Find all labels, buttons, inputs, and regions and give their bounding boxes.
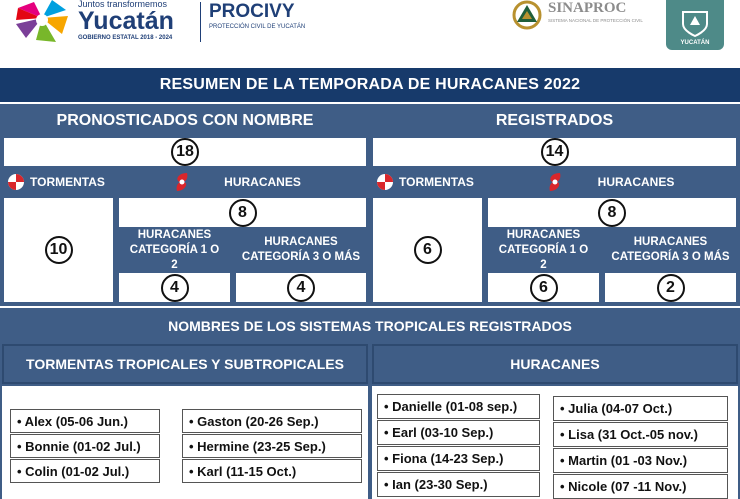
tormentas-heading: TORMENTAS TROPICALES Y SUBTROPICALES xyxy=(2,344,368,384)
registrados-tormentas-box xyxy=(371,196,484,304)
list-item: • Hermine (23-25 Sep.) xyxy=(182,434,362,458)
list-item: • Nicole (07 -11 Nov.) xyxy=(553,474,728,499)
list-item: • Gaston (20-26 Sep.) xyxy=(182,409,362,433)
pronosticados-tormentas-value: 10 xyxy=(45,236,73,264)
list-item: • Martin (01 -03 Nov.) xyxy=(553,448,728,473)
pronosticados-huracanes-label-box xyxy=(117,169,368,195)
storm-icon xyxy=(6,172,26,192)
list-item: • Colin (01-02 Jul.) xyxy=(10,459,160,483)
registrados-total: 14 xyxy=(541,138,569,166)
registrados-cat3-label: HURACANES CATEGORÍA 3 O MÁS xyxy=(603,230,738,270)
list-item: • Fiona (14-23 Sep.) xyxy=(377,446,540,471)
list-item: • Karl (11-15 Oct.) xyxy=(182,459,362,483)
pronosticados-tormentas-label-box xyxy=(2,169,115,195)
list-item: • Julia (04-07 Oct.) xyxy=(553,396,728,421)
yucatan-logo xyxy=(12,0,72,44)
registrados-tormentas-value: 6 xyxy=(414,236,442,264)
registrados-cat12-box xyxy=(486,271,601,304)
pronosticados-tormentas-label: TORMENTAS xyxy=(30,175,105,189)
hurricane-icon xyxy=(171,171,193,193)
pronosticados-cat12-value: 4 xyxy=(161,274,189,302)
hurricane-icon xyxy=(544,171,566,193)
list-item: • Earl (03-10 Sep.) xyxy=(377,420,540,445)
procivy-subtitle: PROTECCIÓN CIVIL DE YUCATÁN xyxy=(209,24,306,30)
registrados-cat3-value: 2 xyxy=(657,274,685,302)
yucatan-title: Yucatán xyxy=(78,7,174,35)
procivy-title: PROCIVY xyxy=(209,1,295,22)
seal-text: YUCATÁN xyxy=(680,40,710,46)
registrados-tormentas-label-box xyxy=(371,169,484,195)
sinaproc-emblem-icon xyxy=(510,0,544,30)
registrados-cat12-value: 6 xyxy=(530,274,558,302)
registrados-tormentas-label: TORMENTAS xyxy=(399,175,474,189)
registrados-total-box xyxy=(371,136,738,168)
list-item: • Lisa (31 Oct.-05 nov.) xyxy=(553,422,728,447)
sinaproc-logo xyxy=(510,0,656,34)
pronosticados-cat12-label: HURACANES CATEGORÍA 1 O 2 xyxy=(117,230,232,270)
registrados-huracanes-label: HURACANES xyxy=(597,175,675,189)
registrados-cat12-label: HURACANES CATEGORÍA 1 O 2 xyxy=(486,230,601,270)
pronosticados-cat3-box xyxy=(234,271,368,304)
storm-icon xyxy=(375,172,395,192)
list-item: • Ian (23-30 Sep.) xyxy=(377,472,540,497)
pronosticados-huracanes-box xyxy=(117,196,368,229)
registrados-cat3-box xyxy=(603,271,738,304)
yucatan-text-block xyxy=(78,0,193,44)
registrados-heading: REGISTRADOS xyxy=(371,106,738,135)
pronosticados-tormentas-box xyxy=(2,196,115,304)
pronosticados-cat12-box xyxy=(117,271,232,304)
list-item: • Bonnie (01-02 Jul.) xyxy=(10,434,160,458)
registrados-huracanes-box xyxy=(486,196,738,229)
yucatan-tagline: Juntos transformemos xyxy=(78,0,168,9)
shield-icon xyxy=(680,10,710,38)
pronosticados-total-box xyxy=(2,136,368,168)
pronosticados-huracanes-label: HURACANES xyxy=(224,175,301,189)
pronosticados-cat3-value: 4 xyxy=(287,274,315,302)
registrados-huracanes-label-box xyxy=(486,169,738,195)
registrados-huracanes-value: 8 xyxy=(598,199,626,227)
list-item: • Danielle (01-08 sep.) xyxy=(377,394,540,419)
yucatan-subtitle: GOBIERNO ESTATAL 2018 - 2024 xyxy=(78,35,173,41)
sinaproc-title: SINAPROC xyxy=(548,0,627,16)
sinaproc-subtitle: SISTEMA NACIONAL DE PROTECCIÓN CIVIL xyxy=(548,18,643,23)
pronosticados-heading: PRONOSTICADOS CON NOMBRE xyxy=(2,106,368,135)
header-divider xyxy=(200,2,201,42)
nombres-heading: NOMBRES DE LOS SISTEMAS TROPICALES REGISTRADOS xyxy=(2,310,738,342)
pronosticados-huracanes-value: 8 xyxy=(229,199,257,227)
yucatan-seal xyxy=(666,0,724,50)
list-item: • Alex (05-06 Jun.) xyxy=(10,409,160,433)
pronosticados-total: 18 xyxy=(171,138,199,166)
yucatan-emblem-icon xyxy=(12,0,72,44)
procivy-logo xyxy=(209,2,319,42)
page-title: RESUMEN DE LA TEMPORADA DE HURACANES 2022 xyxy=(0,68,740,102)
huracanes-heading: HURACANES xyxy=(372,344,738,384)
pronosticados-cat3-label: HURACANES CATEGORÍA 3 O MÁS xyxy=(234,230,368,270)
